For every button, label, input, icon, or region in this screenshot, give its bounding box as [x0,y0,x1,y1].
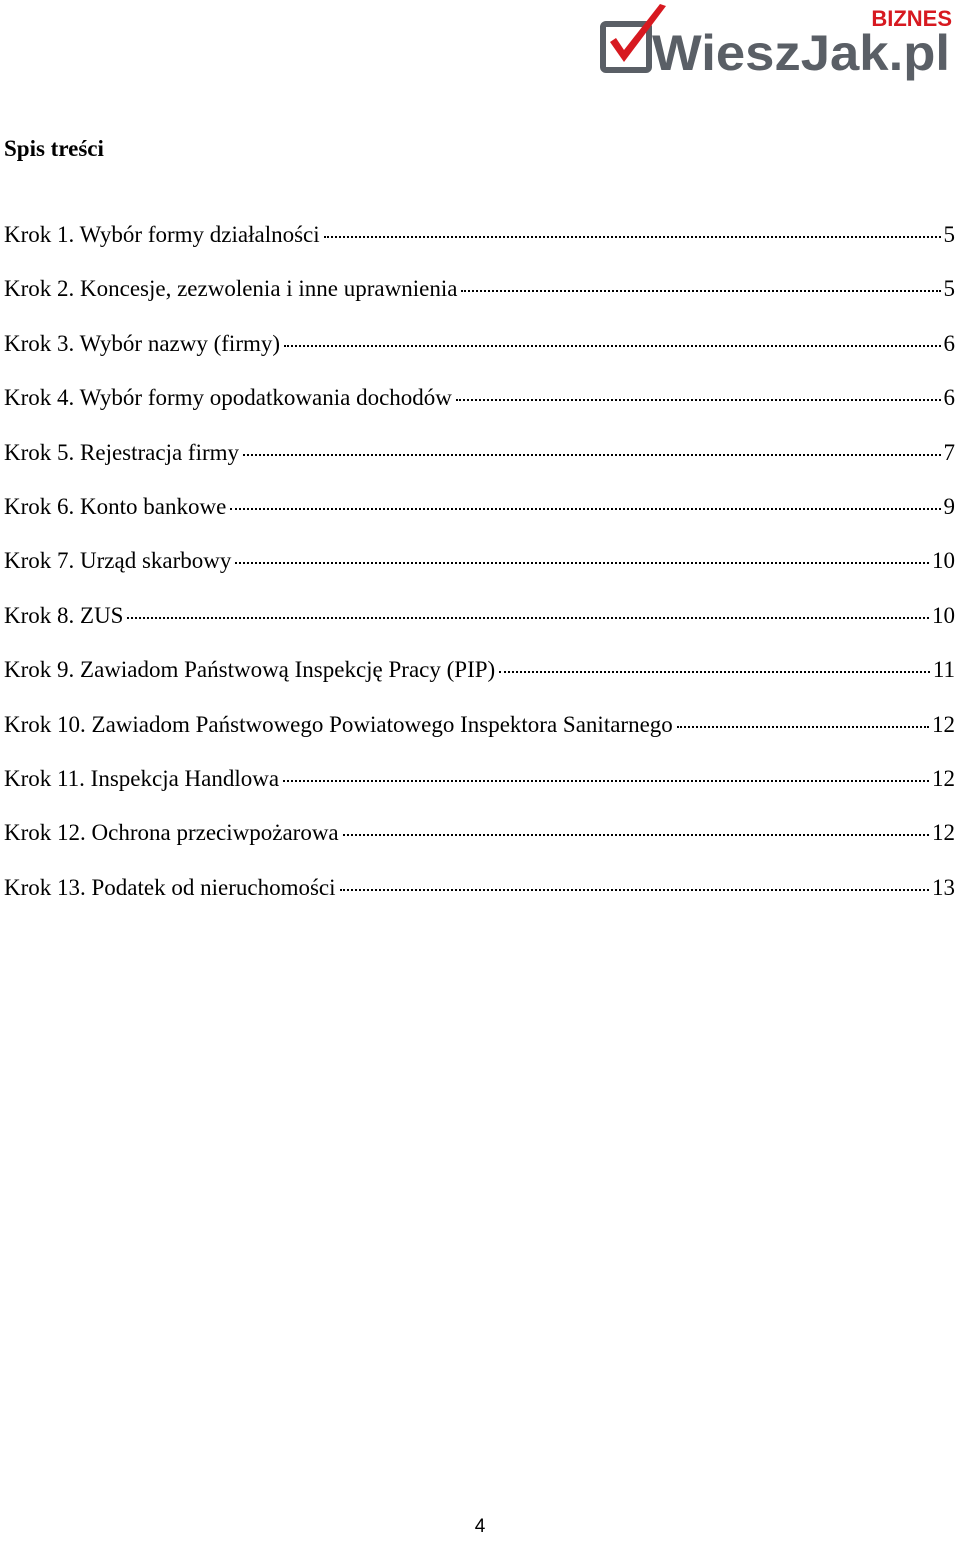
toc-dot-leader [677,726,929,728]
toc-dot-leader [456,399,941,401]
toc-dot-leader [235,562,929,564]
toc-dot-leader [284,345,940,347]
toc-entry[interactable] [4,818,955,872]
toc-entry-title: Krok 11. Inspekcja Handlowa [4,765,280,791]
toc-entry[interactable] [4,655,955,709]
toc-entry-page: 10 [932,548,955,574]
toc-entry-title: Krok 2. Koncesje, zezwolenia i inne uprawnienia [4,276,458,302]
toc-dot-leader [127,617,929,619]
toc-entry-title: Krok 7. Urząd skarbowy [4,548,232,574]
toc-entry[interactable] [4,383,955,437]
toc-entry-page: 10 [932,602,955,628]
toc-entry-page: 11 [932,657,955,683]
toc-entry-title: Krok 5. Rejestracja firmy [4,439,240,465]
toc-dot-leader [283,780,929,782]
toc-entry[interactable] [4,329,955,383]
toc-entry-title: Krok 13. Podatek od nieruchomości [4,874,336,900]
toc-entry-title: Krok 1. Wybór formy działalności [4,222,320,247]
toc-entry-page: 13 [932,874,955,900]
toc-dot-leader [343,834,929,836]
toc-dot-leader [243,454,940,456]
toc-entry-title: Krok 3. Wybór nazwy (firmy) [4,330,281,356]
toc-entry-page: 6 [943,330,955,356]
toc-dot-leader [230,508,940,510]
toc-entry-title: Krok 10. Zawiadom Państwowego Powiatowego Inspektora Sanitarnego [4,711,673,737]
logo-badge-text: BIZNES [871,6,952,31]
toc-entry-page: 5 [943,222,955,247]
toc-dot-leader [324,236,941,238]
toc-entry-page: 7 [943,439,955,465]
toc-dot-leader [340,889,929,891]
toc-entry[interactable] [4,220,955,274]
brand-logo [600,4,956,84]
toc-entry[interactable] [4,274,955,328]
toc-entry[interactable] [4,764,955,818]
toc-heading: Spis treści [4,136,104,161]
toc-entry[interactable] [4,492,955,546]
toc-entry[interactable] [4,601,955,655]
toc-entry-title: Krok 8. ZUS [4,602,124,628]
toc-entry[interactable] [4,546,955,600]
toc-entry-page: 9 [943,493,955,519]
toc-entry-title: Krok 4. Wybór formy opodatkowania dochodów [4,385,452,411]
page-number: 4 [474,1516,486,1537]
toc-entry-page: 5 [943,276,955,302]
toc-entry[interactable] [4,438,955,492]
toc-entry-page: 12 [932,711,955,737]
toc-dot-leader [499,671,930,673]
toc-entry-page: 12 [932,820,955,846]
toc-entry-page: 12 [932,765,955,791]
toc-entry-title: Krok 9. Zawiadom Państwową Inspekcję Pracy (PIP) [4,657,496,683]
toc-entry-page: 6 [943,385,955,411]
toc-dot-leader [461,290,940,292]
toc-entry-title: Krok 6. Konto bankowe [4,493,227,519]
table-of-contents [4,220,955,927]
toc-entry[interactable] [4,873,955,927]
logo-main-text: WieszJak.pl [652,25,950,81]
toc-entry-title: Krok 12. Ochrona przeciwpożarowa [4,820,339,846]
toc-entry[interactable] [4,710,955,764]
